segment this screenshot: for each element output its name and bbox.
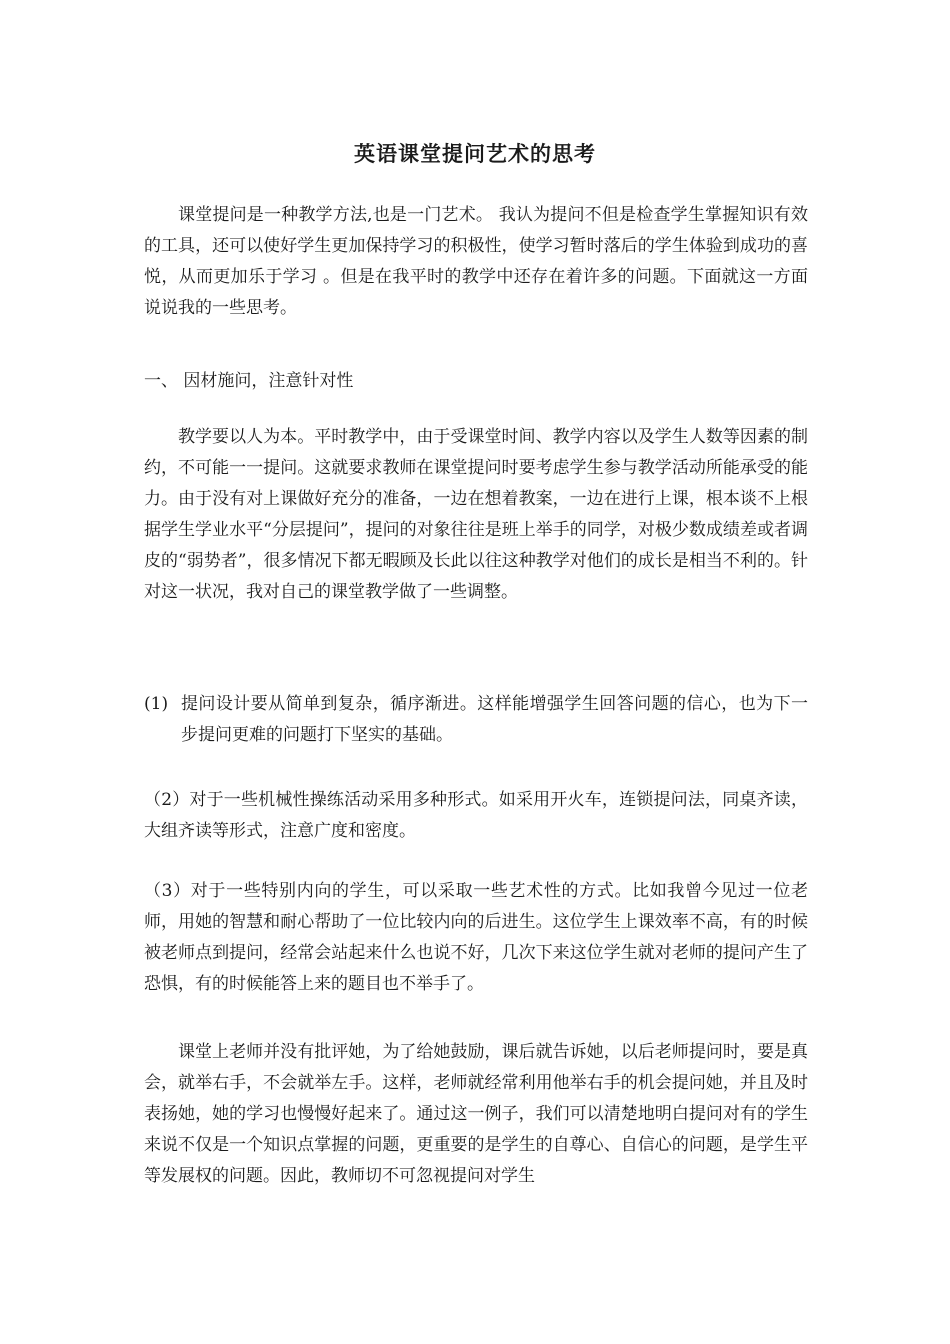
list-item-text: 提问设计要从简单到复杂，循序渐进。这样能增强学生回答问题的信心，也为下一步提问更难的问题打下坚实的基础。 — [181, 694, 808, 745]
section-body-paragraph: 教学要以人为本。平时教学中，由于受课堂时间、教学内容以及学生人数等因素的制约，不可能一一提问。这就要求教师在课堂提问时要考虑学生参与教学活动所能承受的能力。由于没有对上课做好充分的准备，一边在想着教案，一边在进行上课，根本谈不上根据学生学业水平“分层提问”，提问的对象往往是班上举手的同学，对极少数成绩差或者调皮的“弱势者”，很多情况下都无暇顾及长此以往这种教学对他们的成长是相当不利的。针对这一状况，我对自己的课堂教学做了一些调整。 — [144, 427, 808, 602]
list-marker: (1) — [144, 694, 169, 714]
list-item-1 — [144, 689, 808, 751]
intro-paragraph: 课堂提问是一种教学方法,也是一门艺术。 我认为提问不但是检查学生掌握知识有效的工具，还可以使好学生更加保持学习的积极性，使学习暂时落后的学生体验到成功的喜悦，从而更加乐于学习 。但是在我平时的教学中还存在着许多的问题。下面就这一方面说说我的一些思考。 — [144, 205, 808, 318]
list-item-3: （3）对于一些特别内向的学生，可以采取一些艺术性的方式。比如我曾今见过一位老师，用她的智慧和耐心帮助了一位比较内向的后进生。这位学生上课效率不高，有的时候被老师点到提问，经常会站起来什么也说不好，几次下来这位学生就对老师的提问产生了恐惧，有的时候能答上来的题目也不举手了。 — [144, 881, 808, 994]
section-heading: 一、 因材施问，注意针对性 — [144, 371, 354, 391]
list-item-2: （2）对于一些机械性操练活动采用多种形式。如采用开火车，连锁提问法，同桌齐读，大组齐读等形式，注意广度和密度。 — [144, 790, 808, 841]
document-title: 英语课堂提问艺术的思考 — [354, 141, 596, 167]
closing-paragraph: 课堂上老师并没有批评她，为了给她鼓励，课后就告诉她，以后老师提问时，要是真会，就举右手，不会就举左手。这样，老师就经常利用他举右手的机会提问她，并且及时表扬她，她的学习也慢慢好起来了。通过这一例子，我们可以清楚地明白提问对有的学生来说不仅是一个知识点掌握的问题，更重要的是学生的自尊心、自信心的问题，是学生平等发展权的问题。因此，教师切不可忽视提问对学生 — [144, 1042, 808, 1186]
